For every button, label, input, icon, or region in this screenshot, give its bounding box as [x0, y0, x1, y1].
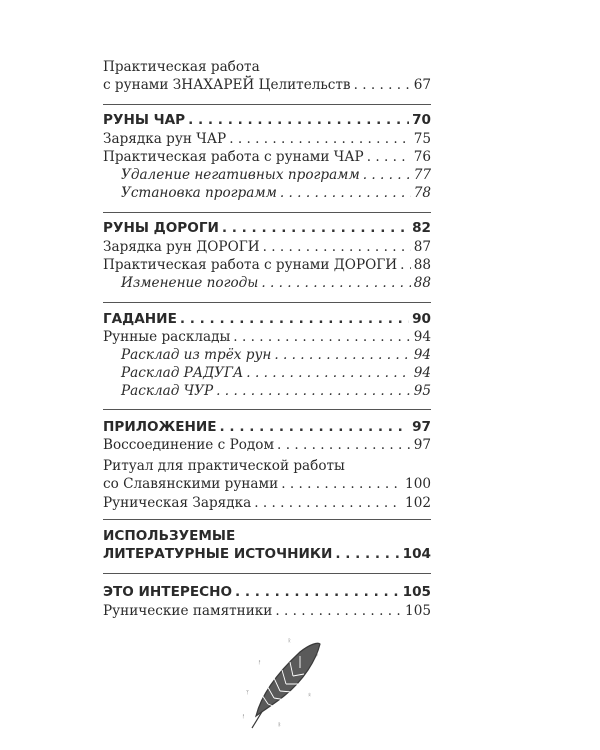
dot-leader: [235, 583, 400, 601]
dot-leader: [233, 328, 410, 346]
toc-entry-label: Зарядка рун ЧАР: [103, 131, 227, 147]
toc-entry-label: Практическая работа с рунами ДОРОГИ: [103, 257, 398, 273]
dot-leader: [261, 274, 410, 292]
section-divider: [103, 212, 431, 213]
toc-section-heading[interactable]: [103, 219, 431, 237]
toc-subentry[interactable]: [121, 274, 431, 292]
toc-section-title: РУНЫ ДОРОГИ: [103, 220, 219, 236]
toc-page-number: 94: [413, 365, 431, 381]
toc-subentry-label: Установка программ: [121, 185, 277, 201]
toc-page-number: 97: [412, 419, 431, 435]
toc-page-number: 97: [413, 437, 431, 453]
dot-leader: [367, 148, 411, 166]
toc-section-heading[interactable]: [103, 583, 431, 601]
toc-section-heading[interactable]: [103, 310, 431, 328]
dot-leader: [335, 545, 399, 563]
toc-subentry[interactable]: [121, 346, 431, 364]
toc-subentry-label: Расклад ЧУР: [121, 383, 214, 399]
dot-leader: [274, 346, 410, 364]
toc-section-title: ЛИТЕРАТУРНЫЕ ИСТОЧНИКИ: [103, 546, 333, 562]
toc-entry-label: Практическая работа с рунами ЧАР: [103, 149, 364, 165]
toc-section-title: ГАДАНИЕ: [103, 311, 177, 327]
svg-text:ᚨ: ᚨ: [242, 714, 246, 720]
toc-page-number: 75: [413, 131, 431, 147]
toc-entry[interactable]: [103, 148, 431, 166]
toc-subentry[interactable]: [121, 184, 431, 202]
toc-section-heading[interactable]: [103, 111, 431, 129]
toc-entry-label: Руническая Зарядка: [103, 495, 252, 511]
dot-leader: [222, 219, 409, 237]
toc-page-number: 105: [405, 603, 431, 619]
toc-subentry[interactable]: [121, 166, 431, 184]
toc-page-number: 100: [405, 476, 431, 492]
toc-page-number: 102: [405, 495, 431, 511]
toc-subentry-label: Расклад РАДУГА: [121, 365, 244, 381]
toc-section-title: ЭТО ИНТЕРЕСНО: [103, 584, 233, 600]
feather-icon: [238, 634, 328, 734]
toc-page-number: 87: [413, 239, 431, 255]
dot-leader: [188, 111, 409, 129]
toc-page-number: 67: [413, 77, 431, 93]
toc-subentry[interactable]: [121, 382, 431, 400]
section-divider: [103, 409, 431, 410]
toc-page-number: 77: [413, 167, 431, 183]
dot-leader: [246, 364, 410, 382]
toc-entry-label: Рунические памятники: [103, 603, 273, 619]
dot-leader: [229, 130, 411, 148]
svg-text:ᚦ: ᚦ: [316, 652, 320, 658]
dot-leader: [180, 310, 409, 328]
toc-entry[interactable]: [103, 238, 431, 256]
toc-subentry[interactable]: [121, 364, 431, 382]
svg-text:ᛟ: ᛟ: [308, 692, 312, 698]
toc-entry[interactable]: [103, 256, 431, 274]
dot-leader: [281, 475, 402, 493]
section-divider: [103, 519, 431, 520]
toc-entry-label: со Славянскими рунами: [103, 476, 279, 492]
toc-page-number: 88: [413, 275, 431, 291]
toc-section-heading[interactable]: [103, 418, 431, 436]
dot-leader: [363, 166, 411, 184]
toc-page-number: 90: [412, 311, 431, 327]
toc-entry[interactable]: [103, 130, 431, 148]
toc-page-number: 76: [413, 149, 431, 165]
toc-entry[interactable]: [103, 436, 431, 454]
svg-text:ᛒ: ᛒ: [278, 722, 282, 728]
toc-entry[interactable]: [103, 602, 431, 620]
toc-entry[interactable]: [103, 328, 431, 346]
toc-page-number: 78: [413, 185, 431, 201]
section-divider: [103, 302, 431, 303]
toc-page-number: 104: [402, 546, 431, 562]
toc-page-number: 94: [413, 329, 431, 345]
toc-page-number: 95: [413, 383, 431, 399]
dot-leader: [220, 418, 410, 436]
toc-entry-label: с рунами ЗНАХАРЕЙ Целительств: [103, 77, 351, 93]
toc-entry-line: Ритуал для практической работы: [103, 458, 345, 474]
toc-page-number: 94: [413, 347, 431, 363]
toc-entry[interactable]: [103, 76, 431, 94]
toc-entry-label: Зарядка рун ДОРОГИ: [103, 239, 260, 255]
toc-section-title: ИСПОЛЬЗУЕМЫЕ: [103, 528, 236, 544]
toc-entry-label: Воссоединение с Родом: [103, 437, 275, 453]
dot-leader: [216, 382, 411, 400]
toc-entry-line: Практическая работа: [103, 59, 260, 75]
dot-leader: [400, 256, 411, 274]
toc-page-number: 88: [413, 257, 431, 273]
section-divider: [103, 104, 431, 105]
toc-page-number: 82: [412, 220, 431, 236]
svg-text:ᚠ: ᚠ: [258, 660, 262, 666]
dot-leader: [354, 76, 411, 94]
dot-leader: [254, 494, 402, 512]
toc-entry[interactable]: [103, 494, 431, 512]
toc-entry[interactable]: [103, 475, 431, 493]
toc-entry-label: Рунные расклады: [103, 329, 231, 345]
dot-leader: [280, 184, 411, 202]
dot-leader: [275, 602, 402, 620]
toc-page-number: 70: [412, 112, 431, 128]
toc-page-number: 105: [402, 584, 431, 600]
toc-section-title: ПРИЛОЖЕНИЕ: [103, 419, 217, 435]
toc-subentry-label: Изменение погоды: [121, 275, 259, 291]
svg-text:ᛉ: ᛉ: [246, 690, 250, 696]
section-divider: [103, 573, 431, 574]
toc-subentry-label: Расклад из трёх рун: [121, 347, 272, 363]
dot-leader: [263, 238, 411, 256]
dot-leader: [277, 436, 411, 454]
toc-section-title: РУНЫ ЧАР: [103, 112, 186, 128]
svg-text:ᚱ: ᚱ: [288, 638, 292, 644]
toc-subentry-label: Удаление негативных программ: [121, 167, 360, 183]
toc-section-heading[interactable]: [103, 545, 431, 563]
